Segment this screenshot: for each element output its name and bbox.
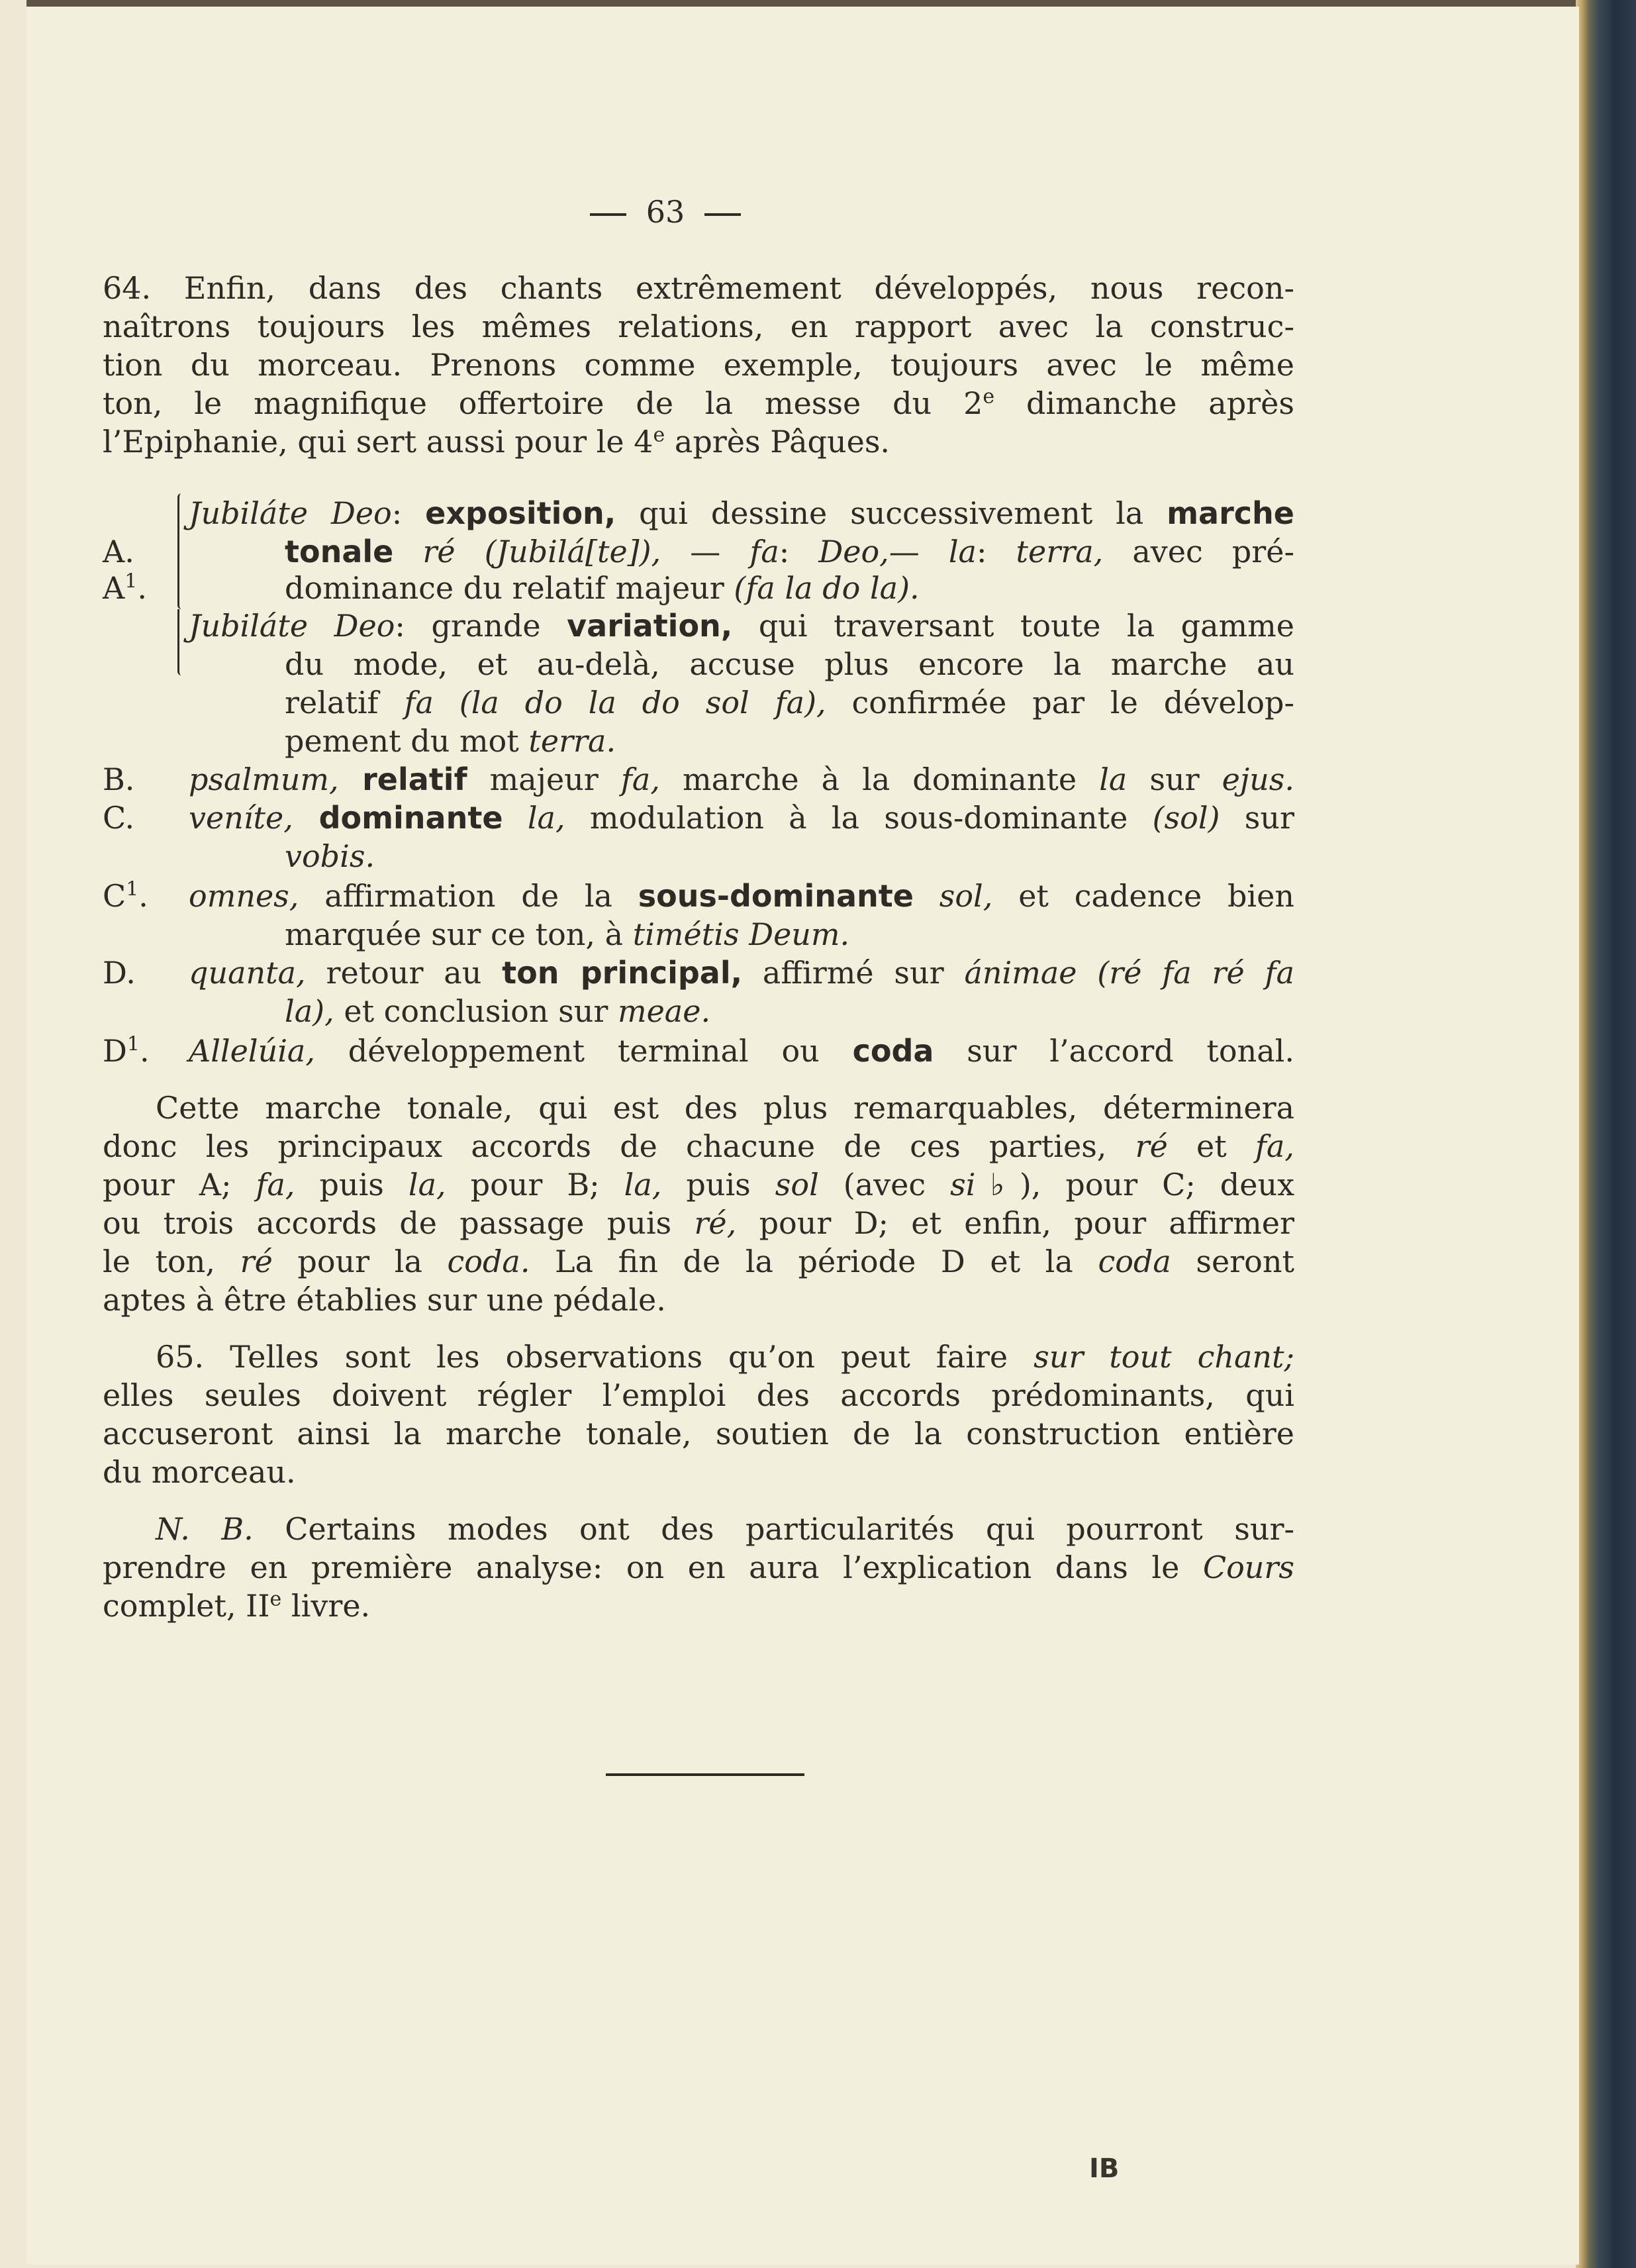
header-dash-right: [704, 213, 741, 216]
para65-line4: du morceau.: [103, 1454, 296, 1490]
section-b-line1: psalmum, relatif majeur fa, marche à la dominante la sur ejus.: [189, 762, 1294, 797]
section-c-line2: vobis.: [285, 838, 375, 874]
para64-line4: ton, le magnifique offertoire de la messe du 2e dimanche après: [103, 385, 1295, 421]
section-c1-line1: omnes, affirmation de la sous-dominante sol, et cadence bien: [189, 878, 1294, 914]
para65-line3: accuseront ainsi la marche tonale, soutien de la construction entière: [103, 1416, 1294, 1452]
para64-line2: naîtrons toujours les mêmes relations, en rapport avec la construc-: [103, 309, 1294, 344]
label-a: A.: [103, 534, 134, 569]
section-a-line1: Jubiláte Deo: exposition, qui dessine successivement la marche: [189, 495, 1294, 531]
section-a-line5: du mode, et au-delà, accuse plus encore la marche au: [285, 646, 1294, 682]
section-d-line2: la), et conclusion sur meae.: [285, 993, 711, 1029]
header-dash-left: [590, 213, 626, 216]
para-cette-line2: donc les principaux accords de chacune de ces parties, ré et fa,: [103, 1128, 1294, 1164]
section-a-line4: Jubiláte Deo: grande variation, qui traversant toute la gamme: [189, 608, 1294, 644]
section-c1-line2: marquée sur ce ton, à timétis Deum.: [285, 916, 850, 952]
para64-line3: tion du morceau. Prenons comme exemple, toujours avec le même: [103, 347, 1294, 383]
end-rule: [606, 1773, 804, 1776]
para-cette-line3: pour A; fa, puis la, pour B; la, puis sol (avec si♭), pour C; deux: [103, 1167, 1295, 1203]
page-number: 63: [646, 194, 685, 230]
section-a-brace-top: [177, 493, 185, 609]
para-cette-line4: ou trois accords de passage puis ré, pour D; et enfin, pour affirmer: [103, 1205, 1294, 1241]
label-b: B.: [103, 762, 135, 797]
para64-line1: 64. Enfin, dans des chants extrêmement développés, nous recon-: [103, 270, 1294, 306]
label-d1: $D^1$.: [103, 1032, 150, 1069]
para-cette-line6: aptes à être établies sur une pédale.: [103, 1282, 666, 1318]
nb-line2: prendre en première analyse: on en aura l’explication dans le Cours: [103, 1550, 1294, 1585]
section-a-line3: dominance du relatif majeur (fa la do la).: [285, 570, 920, 606]
section-a-line2: tonale ré (Jubilá[te]), — fa: Deo,— la: terra, avec pré-: [285, 534, 1295, 569]
label-a1: $A^1$.: [103, 569, 147, 606]
page-number-header: [566, 195, 765, 229]
section-a-line7: pement du mot terra.: [285, 723, 616, 759]
section-a-brace-bottom: [177, 609, 185, 675]
book-spine-edge: [1576, 0, 1636, 2268]
para65-line2: elles seules doivent régler l’emploi des accords prédominants, qui: [103, 1377, 1294, 1413]
label-c1: $C^1$.: [103, 877, 148, 914]
para-cette-line5: le ton, ré pour la coda. La fin de la période D et la coda seront: [103, 1244, 1294, 1279]
section-d1-line1: Allelúia, développement terminal ou coda sur l’accord tonal.: [189, 1033, 1294, 1069]
nb-line1: N. B. Certains modes ont des particularités qui pourront sur-: [156, 1511, 1295, 1547]
library-stamp: IB: [1089, 2153, 1120, 2184]
label-d: D.: [103, 955, 136, 991]
section-d-line1: quanta, retour au ton principal, affirmé sur ánimae (ré fa ré fa: [189, 955, 1295, 991]
para-cette-line1: Cette marche tonale, qui est des plus remarquables, déterminera: [156, 1090, 1294, 1126]
para65-line1: 65. Telles sont les observations qu’on peut faire sur tout chant;: [156, 1339, 1294, 1375]
page-sheet: [26, 7, 1579, 2265]
label-c: C.: [103, 800, 135, 836]
section-c-line1: veníte, dominante la, modulation à la sous-dominante (sol) sur: [189, 800, 1294, 836]
section-a-line6: relatif fa (la do la do sol fa), confirmée par le dévelop-: [285, 685, 1294, 720]
para64-line5: l’Epiphanie, qui sert aussi pour le 4e après Pâques.: [103, 423, 890, 460]
nb-line3: complet, IIe livre.: [103, 1587, 371, 1624]
